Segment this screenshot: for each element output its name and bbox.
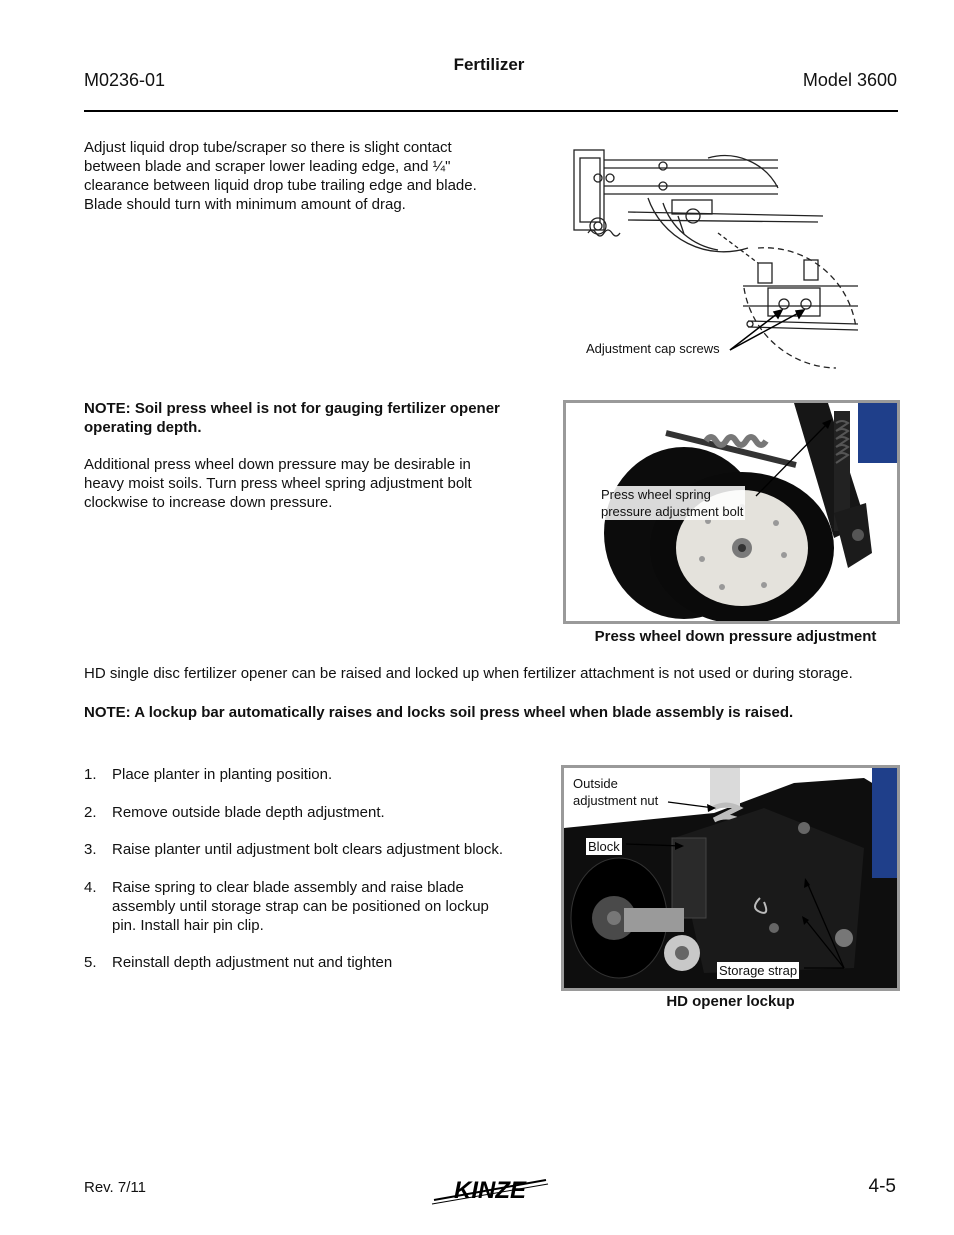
adjustment-cap-screws-label: Adjustment cap screws <box>586 341 720 356</box>
lockup-note: NOTE: A lockup bar automatically raises and locks soil press wheel when blade assembly is raised. <box>84 704 794 721</box>
step-text: Remove outside blade depth adjustment. <box>112 804 385 821</box>
kinze-logo <box>430 1174 550 1208</box>
press-wheel-bolt-label <box>599 486 745 520</box>
header-rule <box>84 110 898 112</box>
press-wheel-caption: Press wheel down pressure adjustment <box>594 628 877 645</box>
step-text: Reinstall depth adjustment nut and tighten <box>112 954 393 971</box>
drop-tube-diagram-drawing <box>568 138 863 374</box>
list-item <box>84 803 524 822</box>
revision-label: Rev. 7/11 <box>84 1179 146 1196</box>
opener-lockup-photo <box>561 765 900 991</box>
kinze-logo-mark <box>430 1174 550 1208</box>
document-number: M0236-01 <box>84 70 166 90</box>
lockup-steps <box>84 765 524 972</box>
press-wheel-photo <box>563 400 900 624</box>
step-text: Raise spring to clear blade assembly and raise blade assembly until storage strap can be positioned on lockup pin. Install hair pin clip. <box>112 879 489 934</box>
step-number: 1. <box>84 766 97 783</box>
drop-tube-instructions: Adjust liquid drop tube/scraper so there is slight contact between blade and scraper lower leading edge, and ¼" clearance between liquid drop tube trailing edge and blade. Blade should turn with minimum amount of drag. <box>84 139 477 213</box>
press-wheel-instructions: Additional press wheel down pressure may be desirable in heavy moist soils. Turn press wheel spring adjustment bolt clockwise to increase down pressure. <box>84 456 472 511</box>
opener-lockup-caption: HD opener lockup <box>666 993 795 1010</box>
list-item <box>84 840 524 859</box>
outside-adjustment-nut-label <box>573 775 660 809</box>
block-label: Block <box>588 839 620 854</box>
step-text: Place planter in planting position. <box>112 766 333 783</box>
lockup-intro: HD single disc fertilizer opener can be raised and locked up when fertilizer attachment is not used or during storage. <box>84 665 853 682</box>
model-name: Model 3600 <box>802 70 897 90</box>
press-wheel-bolt-label-line1: Press wheel spring <box>601 487 711 502</box>
drop-tube-diagram <box>568 138 863 374</box>
list-item <box>84 878 524 935</box>
kinze-logo-text: KINZE <box>454 1177 526 1204</box>
step-number: 5. <box>84 954 97 971</box>
page-number: 4-5 <box>868 1176 896 1197</box>
step-number: 2. <box>84 804 97 821</box>
list-item <box>84 953 524 972</box>
section-title: Fertilizer <box>453 55 525 74</box>
step-number: 4. <box>84 879 97 896</box>
outside-adjustment-nut-label-line2: adjustment nut <box>573 793 659 808</box>
storage-strap-label: Storage strap <box>719 963 798 978</box>
list-item <box>84 765 524 784</box>
step-number: 3. <box>84 841 97 858</box>
press-wheel-bolt-label-line2: pressure adjustment bolt <box>601 504 744 519</box>
press-wheel-note: NOTE: Soil press wheel is not for gauging fertilizer opener operating depth. <box>84 400 500 436</box>
step-text: Raise planter until adjustment bolt clears adjustment block. <box>112 841 504 858</box>
outside-adjustment-nut-label-line1: Outside <box>573 776 618 791</box>
